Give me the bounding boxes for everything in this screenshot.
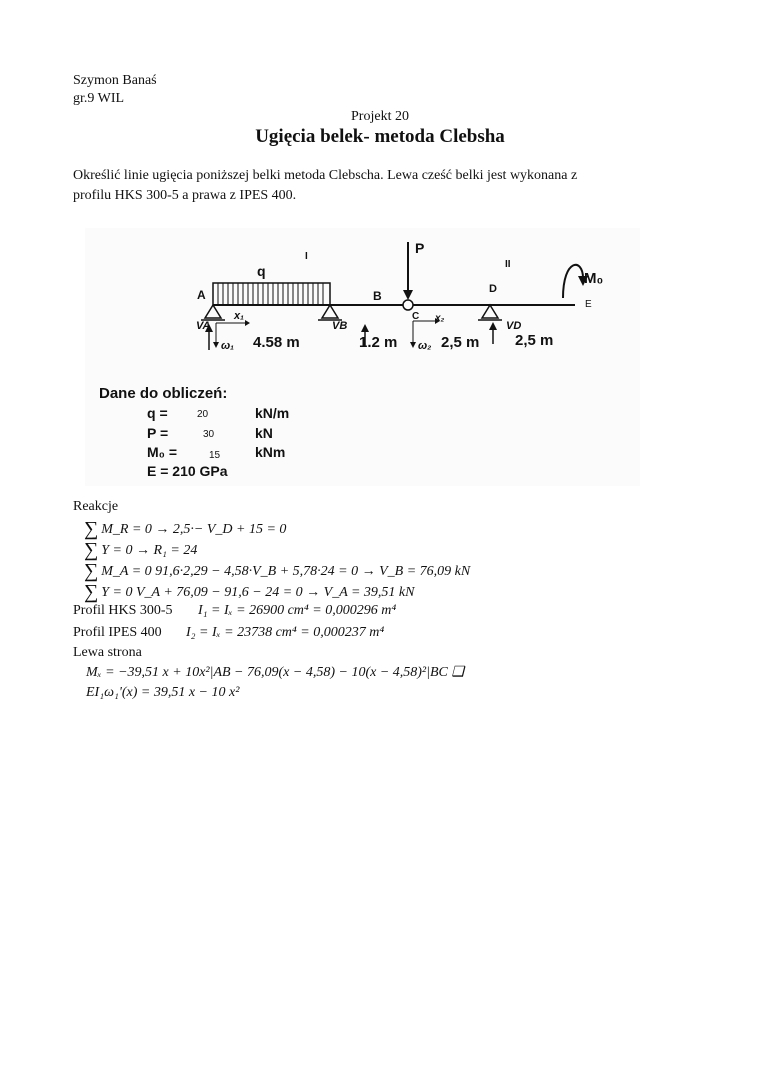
group-label: gr.9 WIL [73, 91, 125, 106]
support-b-icon [322, 305, 338, 318]
dane-p-unit: kN [255, 425, 273, 441]
reaction-equation-2: ∑ Y = 0 → R₁ = 24 [84, 539, 198, 561]
label-vb: VB [332, 320, 348, 332]
dim-de: 2,5 m [515, 332, 554, 349]
label-c: C [412, 311, 420, 322]
dane-m0-unit: kNm [255, 444, 286, 460]
profile-ipes-equation: I₂ = Iₓ = 23738 cm⁴ = 0,000237 m⁴ [186, 625, 385, 640]
author-name: Szymon Banaś [73, 73, 157, 88]
label-w1: ω₁ [221, 340, 235, 352]
distributed-load [213, 283, 330, 305]
dane-e: E = 210 GPa [147, 463, 228, 479]
reakcje-heading: Reakcje [73, 499, 119, 514]
sum-icon: ∑ [84, 560, 99, 582]
label-d: D [489, 283, 497, 295]
dane-p-value: 30 [203, 429, 215, 440]
dane-m0-name: M₀ = [147, 444, 178, 460]
label-q: q [257, 263, 266, 279]
dane-title: Dane do obliczeń: [99, 385, 228, 402]
lewa-strona-heading: Lewa strona [73, 645, 142, 660]
support-d-icon [482, 305, 498, 318]
label-w2: ω₂ [418, 340, 432, 352]
deflection-equation: EI₁ω₁'(x) = 39,51 x − 10 x² [86, 685, 240, 700]
label-a: A [197, 288, 206, 302]
label-x1: x₁ [234, 310, 244, 322]
profile-hks-label: Profil HKS 300-5 [73, 603, 173, 618]
sum-icon: ∑ [84, 539, 99, 561]
dane-q-value: 20 [197, 409, 209, 420]
dane-p-name: P = [147, 425, 169, 441]
dane-q-unit: kN/m [255, 405, 290, 421]
label-p: P [415, 240, 425, 256]
profile-ipes-label: Profil IPES 400 [73, 625, 162, 640]
moment-icon [563, 265, 583, 298]
beam-figure [85, 228, 640, 486]
profile-hks-equation: I₁ = Iₓ = 26900 cm⁴ = 0,000296 m⁴ [198, 603, 397, 618]
label-b: B [373, 289, 382, 303]
label-vd: VD [506, 320, 522, 332]
dim-cd: 2,5 m [441, 334, 480, 351]
dane-m0-value: 15 [209, 450, 221, 461]
reaction-equation-3: ∑ M_A = 0 91,6·2,29 − 4,58·V_B + 5,78·24 = 0 → V_B = 76,09 kN [84, 560, 471, 582]
intro-paragraph [73, 166, 673, 206]
reaction-equation-4: ∑ Y = 0 V_A + 76,09 − 91,6 − 24 = 0 → V_A = 39,51 kN [84, 581, 415, 603]
page-title: Ugięcia belek- metoda Clebsha [255, 126, 505, 147]
intro-line-1: Określić linie ugięcia poniższej belki metoda Clebscha. Lewa cześć belki jest wykonana z [73, 168, 578, 183]
project-number: Projekt 20 [351, 109, 409, 124]
sum-icon: ∑ [84, 581, 99, 603]
label-va: VA [196, 320, 211, 332]
dane-q-name: q = [147, 405, 168, 421]
label-segment-i: I [305, 251, 308, 262]
intro-line-2: profilu HKS 300-5 a prawa z IPES 400. [73, 188, 297, 203]
reaction-equation-1: ∑ M_R = 0 → 2,5·− V_D + 15 = 0 [84, 518, 287, 540]
support-a-icon [205, 305, 221, 318]
moment-equation: Mₓ = −39,51 x + 10x²|AB − 76,09(x − 4,58) − 10(x − 4,58)²|BC ❑ [86, 665, 464, 680]
label-e: E [585, 299, 592, 310]
label-segment-ii: II [505, 259, 511, 270]
sum-icon: ∑ [84, 518, 99, 540]
hinge-c-icon [403, 300, 413, 310]
dim-bc: 1.2 m [359, 334, 398, 351]
label-x2: x₂ [435, 313, 445, 324]
label-m0: M₀ [584, 270, 604, 287]
dim-ab: 4.58 m [253, 334, 300, 351]
